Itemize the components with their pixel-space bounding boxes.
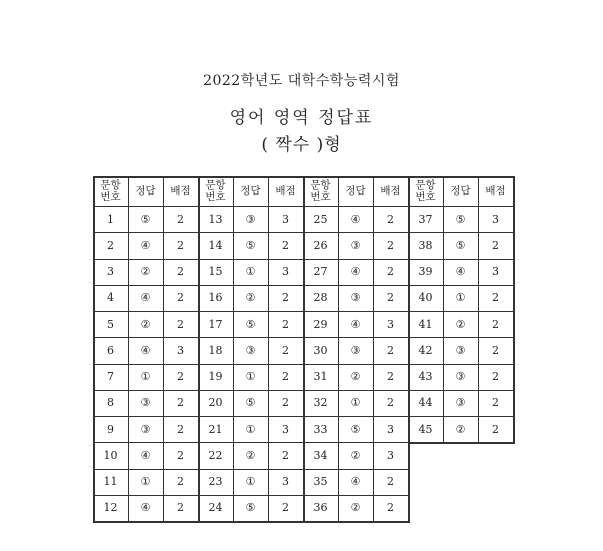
group-left-line <box>198 176 200 521</box>
correct-answer: ① <box>245 475 256 489</box>
correct-answer: ④ <box>140 238 151 252</box>
question-number: 21 <box>208 422 223 436</box>
header-points: 배점 <box>275 185 296 197</box>
correct-answer: ③ <box>140 422 151 436</box>
header-number <box>408 176 443 206</box>
answer-table <box>93 176 513 521</box>
points-value: 2 <box>492 343 499 357</box>
header-number-part: 문항 <box>100 179 121 191</box>
points-value: 3 <box>282 475 289 489</box>
question-number: 29 <box>313 317 328 331</box>
column-line <box>338 176 339 521</box>
question-number: 20 <box>208 396 223 410</box>
question-number: 18 <box>208 343 223 357</box>
points-value: 2 <box>387 238 394 252</box>
exam-title: 2022학년도 대학수학능력시험 <box>203 73 400 89</box>
correct-answer: ③ <box>245 343 256 357</box>
correct-answer: ④ <box>350 475 361 489</box>
question-number: 13 <box>208 212 223 226</box>
group-right-line <box>513 176 515 442</box>
points-value: 3 <box>282 212 289 226</box>
points-value: 2 <box>177 212 184 226</box>
correct-answer: ④ <box>455 265 466 279</box>
question-number: 30 <box>313 343 328 357</box>
question-number: 38 <box>418 238 433 252</box>
group-bottom-line <box>198 521 305 523</box>
points-value: 2 <box>282 448 289 462</box>
group-left-line <box>93 176 95 521</box>
correct-answer: ① <box>140 475 151 489</box>
points-value: 3 <box>282 422 289 436</box>
correct-answer: ④ <box>140 501 151 515</box>
points-value: 2 <box>387 370 394 384</box>
question-number: 35 <box>313 475 328 489</box>
points-value: 3 <box>387 448 394 462</box>
header-number <box>303 176 338 206</box>
question-number: 31 <box>313 370 328 384</box>
question-number: 1 <box>107 212 114 226</box>
question-number: 5 <box>107 317 114 331</box>
correct-answer: ① <box>245 422 256 436</box>
header-line <box>198 206 303 207</box>
points-value: 2 <box>177 422 184 436</box>
column-line <box>128 176 129 521</box>
header-points: 배점 <box>170 185 191 197</box>
correct-answer: ② <box>140 317 151 331</box>
correct-answer: ① <box>245 265 256 279</box>
form-type: ( 짝수 )형 <box>261 135 342 155</box>
points-value: 2 <box>387 343 394 357</box>
correct-answer: ① <box>140 370 151 384</box>
points-value: 2 <box>177 396 184 410</box>
header-line <box>93 206 198 207</box>
correct-answer: ② <box>140 265 151 279</box>
correct-answer: ② <box>455 422 466 436</box>
question-number: 15 <box>208 265 223 279</box>
correct-answer: ① <box>350 396 361 410</box>
points-value: 2 <box>387 396 394 410</box>
correct-answer: ⑤ <box>245 317 256 331</box>
correct-answer: ③ <box>140 396 151 410</box>
group-bottom-line <box>303 521 410 523</box>
question-number: 39 <box>418 265 433 279</box>
points-value: 2 <box>282 317 289 331</box>
question-number: 11 <box>103 475 118 489</box>
header-answer: 정답 <box>240 185 261 197</box>
table-top-line <box>408 176 513 178</box>
points-value: 2 <box>282 238 289 252</box>
answer-sheet-title: 영어 영역 정답표 <box>229 108 374 128</box>
table-top-line <box>93 176 198 178</box>
header-number-part: 번호 <box>100 191 121 203</box>
question-number: 10 <box>103 448 118 462</box>
question-number: 26 <box>313 238 328 252</box>
question-number: 2 <box>107 238 114 252</box>
question-number: 32 <box>313 396 328 410</box>
correct-answer: ① <box>245 370 256 384</box>
header-number <box>93 176 128 206</box>
question-number: 27 <box>313 265 328 279</box>
column-line <box>478 176 479 442</box>
correct-answer: ④ <box>140 291 151 305</box>
correct-answer: ⑤ <box>455 212 466 226</box>
question-number: 36 <box>313 501 328 515</box>
header-number-part: 문항 <box>205 179 226 191</box>
table-top-line <box>303 176 408 178</box>
correct-answer: ③ <box>455 396 466 410</box>
header-number-part: 문항 <box>415 179 436 191</box>
correct-answer: ② <box>245 291 256 305</box>
question-number: 44 <box>418 396 433 410</box>
correct-answer: ③ <box>350 343 361 357</box>
points-value: 2 <box>387 291 394 305</box>
points-value: 2 <box>282 396 289 410</box>
correct-answer: ④ <box>350 317 361 331</box>
correct-answer: ③ <box>350 238 361 252</box>
points-value: 2 <box>492 317 499 331</box>
column-line <box>233 176 234 521</box>
header-number-part: 번호 <box>310 191 331 203</box>
points-value: 2 <box>177 370 184 384</box>
correct-answer: ⑤ <box>245 396 256 410</box>
points-value: 3 <box>492 212 499 226</box>
group-left-line <box>303 176 305 521</box>
correct-answer: ④ <box>140 343 151 357</box>
correct-answer: ④ <box>350 265 361 279</box>
points-value: 2 <box>282 343 289 357</box>
points-value: 2 <box>387 265 394 279</box>
correct-answer: ⑤ <box>245 238 256 252</box>
points-value: 3 <box>387 422 394 436</box>
question-number: 40 <box>418 291 433 305</box>
correct-answer: ④ <box>140 448 151 462</box>
question-number: 42 <box>418 343 433 357</box>
points-value: 2 <box>177 317 184 331</box>
group-left-line <box>408 176 410 442</box>
points-value: 3 <box>387 317 394 331</box>
question-number: 43 <box>418 370 433 384</box>
header-line <box>408 206 513 207</box>
correct-answer: ③ <box>455 370 466 384</box>
question-number: 45 <box>418 422 433 436</box>
correct-answer: ⑤ <box>245 501 256 515</box>
group-bottom-line <box>93 521 200 523</box>
question-number: 28 <box>313 291 328 305</box>
points-value: 2 <box>492 238 499 252</box>
points-value: 2 <box>177 501 184 515</box>
group-bottom-line <box>408 442 515 444</box>
correct-answer: ② <box>350 448 361 462</box>
correct-answer: ③ <box>245 212 256 226</box>
points-value: 2 <box>177 238 184 252</box>
question-number: 3 <box>107 265 114 279</box>
points-value: 2 <box>282 370 289 384</box>
correct-answer: ② <box>350 370 361 384</box>
column-line <box>443 176 444 442</box>
correct-answer: ③ <box>350 291 361 305</box>
header-number-part: 번호 <box>415 191 436 203</box>
points-value: 2 <box>387 475 394 489</box>
correct-answer: ① <box>455 291 466 305</box>
question-number: 19 <box>208 370 223 384</box>
header-answer: 정답 <box>345 185 366 197</box>
correct-answer: ⑤ <box>140 212 151 226</box>
points-value: 3 <box>177 343 184 357</box>
question-number: 25 <box>313 212 328 226</box>
points-value: 2 <box>282 501 289 515</box>
header-line <box>303 206 408 207</box>
points-value: 2 <box>492 370 499 384</box>
points-value: 2 <box>492 291 499 305</box>
correct-answer: ⑤ <box>350 422 361 436</box>
question-number: 16 <box>208 291 223 305</box>
points-value: 2 <box>492 396 499 410</box>
header-points: 배점 <box>380 185 401 197</box>
question-number: 22 <box>208 448 223 462</box>
question-number: 9 <box>107 422 114 436</box>
header-answer: 정답 <box>135 185 156 197</box>
column-line <box>373 176 374 521</box>
question-number: 24 <box>208 501 223 515</box>
question-number: 17 <box>208 317 223 331</box>
column-line <box>268 176 269 521</box>
question-number: 7 <box>107 370 114 384</box>
correct-answer: ② <box>245 448 256 462</box>
correct-answer: ③ <box>455 343 466 357</box>
question-number: 8 <box>107 396 114 410</box>
question-number: 41 <box>418 317 433 331</box>
header-number-part: 문항 <box>310 179 331 191</box>
header-number-part: 번호 <box>205 191 226 203</box>
points-value: 2 <box>387 501 394 515</box>
question-number: 6 <box>107 343 114 357</box>
question-number: 14 <box>208 238 223 252</box>
correct-answer: ② <box>455 317 466 331</box>
question-number: 37 <box>418 212 433 226</box>
points-value: 2 <box>177 291 184 305</box>
header-number <box>198 176 233 206</box>
column-line <box>163 176 164 521</box>
points-value: 2 <box>492 422 499 436</box>
points-value: 2 <box>177 265 184 279</box>
points-value: 2 <box>387 212 394 226</box>
correct-answer: ② <box>350 501 361 515</box>
header-points: 배점 <box>485 185 506 197</box>
question-number: 12 <box>103 501 118 515</box>
points-value: 3 <box>492 265 499 279</box>
question-number: 34 <box>313 448 328 462</box>
question-number: 4 <box>107 291 114 305</box>
points-value: 3 <box>282 265 289 279</box>
question-number: 23 <box>208 475 223 489</box>
table-top-line <box>198 176 303 178</box>
points-value: 2 <box>177 475 184 489</box>
points-value: 2 <box>282 291 289 305</box>
points-value: 2 <box>177 448 184 462</box>
correct-answer: ⑤ <box>455 238 466 252</box>
header-answer: 정답 <box>450 185 471 197</box>
question-number: 33 <box>313 422 328 436</box>
correct-answer: ④ <box>350 212 361 226</box>
